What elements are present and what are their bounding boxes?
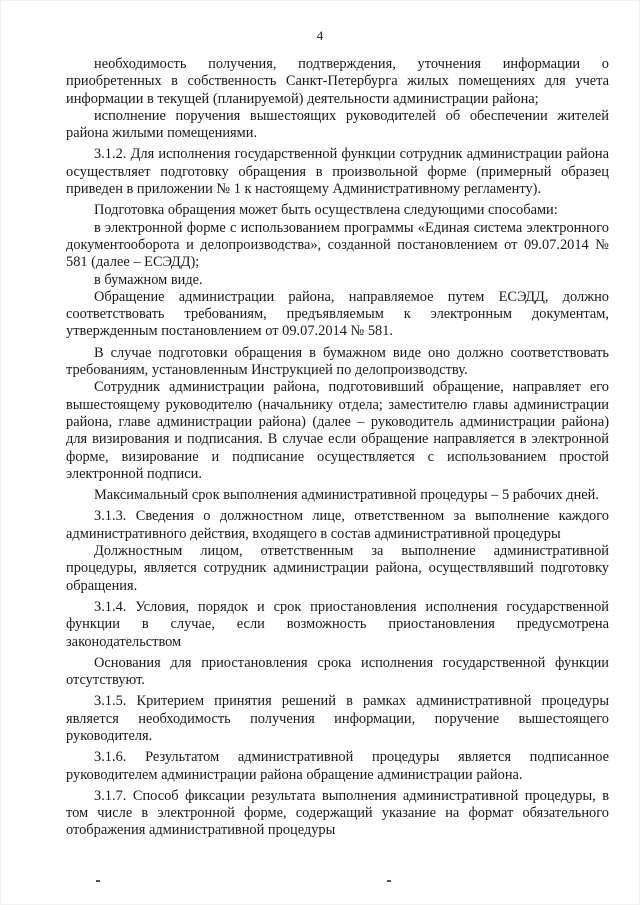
paragraph-17: 3.1.7. Способ фиксации результата выполнения административной процедуры, в том числе в электронной форме, содержащий указание на формат обязательного отображения административной процедуры — [66, 787, 609, 839]
paragraph-7: Обращение администрации района, направляемое путем ЕСЭДД, должно соответствовать требованиям, предъявляемым к электронным документам, утвержденным постановлением от 09.07.2014 № 581. — [66, 288, 609, 340]
paragraph-15: 3.1.5. Критерием принятия решений в рамках административной процедуры является необходимость получения информации, поручение вышестоящего руководителя. — [66, 693, 609, 744]
paragraph-4: Подготовка обращения может быть осуществлена следующими способами: — [94, 202, 558, 219]
paragraph-8: В случае подготовки обращения в бумажном виде оно должно соответствовать требованиям, установленным Инструкцией по делопроизводству. — [66, 344, 609, 379]
paragraph-10: Максимальный срок выполнения административной процедуры – 5 рабочих дней. — [94, 487, 599, 504]
paragraph-1: необходимость получения, подтверждения, уточнения информации о приобретенных в собственность Санкт-Петербурга жилых помещениях для учета информации в текущей (планируемой) деятельности администрации района; — [66, 56, 609, 107]
paragraph-16: 3.1.6. Результатом административной процедуры является подписанное руководителем администрации района обращение администрации района. — [66, 749, 609, 783]
paragraph-11: 3.1.3. Сведения о должностном лице, ответственном за выполнение каждого административного действия, входящего в состав административной процедуры — [66, 508, 609, 542]
scan-mark-right — [387, 880, 391, 882]
scan-mark-left — [96, 880, 100, 882]
page-number: 4 — [316, 28, 324, 43]
document-body — [66, 56, 609, 840]
paragraph-13: 3.1.4. Условия, порядок и срок приостановления исполнения государственной функции в случае, если возможность приостановления предусмотрена законодательством — [66, 598, 609, 650]
paragraph-2: исполнение поручения вышестоящих руководителей об обеспечении жителей района жилыми помещениями. — [66, 107, 609, 142]
paragraph-14: Основания для приостановления срока исполнения государственной функции отсутствуют. — [66, 654, 609, 689]
paragraph-5: в электронной форме с использованием программы «Единая система электронного документооборота и делопроизводства», созданной постановлением от 09.07.2014 № 581 (далее – ЕСЭДД); — [66, 219, 609, 271]
paragraph-9: Сотрудник администрации района, подготовивший обращение, направляет его вышестоящему руководителю (начальнику отдела; заместителю главы администрации района, главе администрации района) (далее – руководитель администрации района) для визирования и подписания. В случае если обращение направляется в электронной форме, визирование и подписание осуществляется с использованием простой электронной подписи. — [66, 379, 609, 482]
paragraph-6: в бумажном виде. — [94, 271, 203, 288]
paragraph-12: Должностным лицом, ответственным за выполнение административной процедуры, является сотрудник администрации района, осуществлявший подготовку обращения. — [66, 543, 609, 594]
paragraph-3: 3.1.2. Для исполнения государственной функции сотрудник администрации района осуществляет подготовку обращения в произвольной форме (примерный образец приведен в приложении № 1 к настоящему Административному регламенту). — [66, 146, 609, 198]
